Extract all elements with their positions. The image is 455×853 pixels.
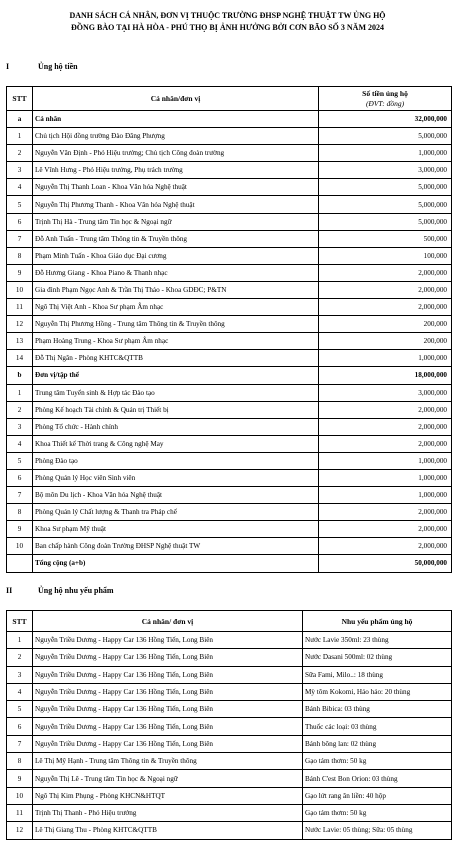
goods-donation-table [6,610,452,840]
row-amount: 5,000,000 [319,179,452,196]
table-row [7,822,452,839]
row-items: Thuốc các loại: 03 thùng [303,718,452,735]
row-items: Bánh Bibica: 03 thùng [303,701,452,718]
table-row [7,787,452,804]
row-name: Nguyễn Triều Dương - Happy Car 136 Hồng Tiến, Long Biên [33,649,303,666]
table-row [7,770,452,787]
row-name: Nguyễn Triều Dương - Happy Car 136 Hồng Tiến, Long Biên [33,735,303,752]
section-2-label: Ủng hộ nhu yếu phẩm [38,586,114,595]
table-row [7,418,452,435]
table-row [7,666,452,683]
table-row [7,213,452,230]
section-1-label: Ủng hộ tiền [38,62,78,71]
row-stt: 8 [7,247,33,264]
row-stt: 3 [7,162,33,179]
row-name: Nguyễn Triều Dương - Happy Car 136 Hồng Tiến, Long Biên [33,718,303,735]
table1-header-name: Cá nhân/đơn vị [33,87,319,111]
document-title [0,10,455,34]
row-amount: 1,000,000 [319,145,452,162]
table-row [7,735,452,752]
section-2-number: II [6,586,13,595]
row-amount: 100,000 [319,247,452,264]
row-name: Đỗ Anh Tuấn - Trung tâm Thông tin & Truyền thông [33,230,319,247]
group-a-row [7,111,452,128]
row-stt: 1 [7,632,33,649]
table-row [7,538,452,555]
table-row [7,469,452,486]
row-stt: 6 [7,718,33,735]
group-a-label: Cá nhân [33,111,319,128]
group-a-total: 32,000,000 [319,111,452,128]
table1-header-row [7,87,452,111]
table-row [7,145,452,162]
table-row [7,162,452,179]
row-stt: 10 [7,787,33,804]
row-stt: 7 [7,487,33,504]
table-row [7,179,452,196]
row-amount: 1,000,000 [319,350,452,367]
row-stt: 14 [7,350,33,367]
table-row [7,521,452,538]
row-name: Nguyễn Triều Dương - Happy Car 136 Hồng Tiến, Long Biên [33,632,303,649]
row-amount: 2,000,000 [319,264,452,281]
group-b-label: Đơn vị/tập thể [33,367,319,384]
row-amount: 1,000,000 [319,487,452,504]
row-amount: 2,000,000 [319,538,452,555]
table2-header-row [7,611,452,632]
total-stt-blank [7,555,33,572]
table-row [7,401,452,418]
row-stt: 13 [7,333,33,350]
row-name: Đỗ Thị Ngân - Phòng KHTC&QTTB [33,350,319,367]
row-name: Khoa Sư phạm Mỹ thuật [33,521,319,538]
row-name: Gia đình Phạm Ngọc Anh & Trần Thị Thảo - Khoa GDĐC; P&TN [33,281,319,298]
row-name: Phạm Minh Tuấn - Khoa Giáo dục Đại cương [33,247,319,264]
table1-header-unit: (ĐVT: đồng) [365,98,405,108]
row-stt: 3 [7,418,33,435]
row-items: Nước Dasani 500ml: 02 thùng [303,649,452,666]
table-row [7,333,452,350]
row-name: Phòng Quản lý Học viên Sinh viên [33,469,319,486]
row-name: Ngô Thị Kim Phụng - Phòng KHCN&HTQT [33,787,303,804]
table-row [7,701,452,718]
row-name: Bộ môn Du lịch - Khoa Văn hóa Nghệ thuật [33,487,319,504]
row-stt: 2 [7,145,33,162]
table-row [7,504,452,521]
row-name: Nguyễn Thị Thanh Loan - Khoa Văn hóa Nghệ thuật [33,179,319,196]
table1-header-amount [319,87,452,111]
row-stt: 12 [7,316,33,333]
row-items: Gạo tám thơm: 50 kg [303,753,452,770]
row-amount: 2,000,000 [319,281,452,298]
table1-header-amount-label: Số tiền ủng hộ [362,88,408,98]
row-stt: 6 [7,213,33,230]
row-name: Trung tâm Tuyển sinh & Hợp tác Đào tạo [33,384,319,401]
table2-header-stt: STT [7,611,33,632]
table-row [7,683,452,700]
row-name: Trịnh Thị Hà - Trung tâm Tin học & Ngoại ngữ [33,213,319,230]
row-stt: 2 [7,401,33,418]
table-row [7,230,452,247]
table-row [7,632,452,649]
row-name: Nguyễn Triều Dương - Happy Car 136 Hồng Tiến, Long Biên [33,666,303,683]
row-name: Phòng Đào tạo [33,452,319,469]
total-row [7,555,452,572]
section-1-number: I [6,62,10,71]
total-amount: 50,000,000 [319,555,452,572]
table-row [7,196,452,213]
row-amount: 1,000,000 [319,452,452,469]
table-row [7,128,452,145]
title-line-2: ĐỒNG BÀO TẠI HÀ HÒA - PHÚ THỌ BỊ ẢNH HƯỞNG BỞI CƠN BÃO SỐ 3 NĂM 2024 [71,23,384,32]
row-items: Nước Lavie 350ml: 23 thùng [303,632,452,649]
row-name: Nguyễn Triều Dương - Happy Car 136 Hồng Tiến, Long Biên [33,683,303,700]
row-stt: 3 [7,666,33,683]
row-amount: 2,000,000 [319,504,452,521]
row-name: Phòng Kế hoạch Tài chính & Quản trị Thiết bị [33,401,319,418]
row-stt: 9 [7,521,33,538]
section-2-heading [6,586,114,595]
row-stt: 5 [7,452,33,469]
row-stt: 6 [7,469,33,486]
title-line-1: DANH SÁCH CÁ NHÂN, ĐƠN VỊ THUỘC TRƯỜNG ĐHSP NGHỆ THUẬT TW ỦNG HỘ [69,11,386,20]
row-stt: 5 [7,701,33,718]
group-b-stt: b [7,367,33,384]
row-name: Lê Thị Giang Thu - Phòng KHTC&QTTB [33,822,303,839]
row-items: Mỳ tôm Kokomi, Hảo hảo: 20 thùng [303,683,452,700]
row-amount: 200,000 [319,333,452,350]
section-1-heading [6,62,78,71]
table2-header-items: Nhu yếu phẩm ủng hộ [303,611,452,632]
row-amount: 2,000,000 [319,299,452,316]
row-name: Ngô Thị Việt Anh - Khoa Sư phạm Âm nhạc [33,299,319,316]
row-stt: 10 [7,538,33,555]
table-row [7,718,452,735]
table1-header-stt: STT [7,87,33,111]
total-label: Tổng cộng (a+b) [33,555,319,572]
row-amount: 3,000,000 [319,162,452,179]
row-stt: 1 [7,384,33,401]
row-amount: 500,000 [319,230,452,247]
table-row [7,281,452,298]
row-items: Gạo tám thơm: 50 kg [303,804,452,821]
row-amount: 5,000,000 [319,213,452,230]
row-name: Khoa Thiết kế Thời trang & Công nghệ May [33,435,319,452]
row-stt: 7 [7,735,33,752]
row-stt: 5 [7,196,33,213]
table-row [7,384,452,401]
row-items: Sữa Fami, Milo..: 18 thùng [303,666,452,683]
row-amount: 2,000,000 [319,401,452,418]
row-stt: 4 [7,435,33,452]
row-name: Nguyễn Triều Dương - Happy Car 136 Hồng Tiến, Long Biên [33,701,303,718]
table-row [7,452,452,469]
table-row [7,649,452,666]
row-name: Chủ tịch Hội đồng trường Đào Đăng Phượng [33,128,319,145]
row-stt: 7 [7,230,33,247]
row-stt: 11 [7,299,33,316]
group-b-row [7,367,452,384]
row-stt: 10 [7,281,33,298]
row-name: Lê Vĩnh Hưng - Phó Hiệu trưởng, Phụ trách trường [33,162,319,179]
row-amount: 5,000,000 [319,128,452,145]
row-stt: 8 [7,753,33,770]
row-stt: 2 [7,649,33,666]
row-name: Phòng Tổ chức - Hành chính [33,418,319,435]
table-row [7,247,452,264]
row-amount: 2,000,000 [319,435,452,452]
row-amount: 200,000 [319,316,452,333]
row-items: Bánh C'est Bon Orion: 03 thùng [303,770,452,787]
row-name: Nguyễn Văn Định - Phó Hiệu trưởng; Chủ tịch Công đoàn trường [33,145,319,162]
row-name: Nguyễn Thị Phương Hồng - Trung tâm Thông tin & Truyền thông [33,316,319,333]
table-row [7,299,452,316]
row-name: Đỗ Hương Giang - Khoa Piano & Thanh nhạc [33,264,319,281]
row-items: Bánh bông lan: 02 thùng [303,735,452,752]
table-row [7,316,452,333]
table-row [7,264,452,281]
row-stt: 11 [7,804,33,821]
row-name: Nguyễn Thị Lê - Trung tâm Tin học & Ngoại ngữ [33,770,303,787]
table-row [7,435,452,452]
table-row [7,350,452,367]
row-items: Gạo lứt rang ăn liền: 40 hộp [303,787,452,804]
row-amount: 1,000,000 [319,469,452,486]
row-amount: 2,000,000 [319,521,452,538]
row-stt: 9 [7,770,33,787]
row-stt: 9 [7,264,33,281]
row-stt: 8 [7,504,33,521]
row-stt: 1 [7,128,33,145]
row-name: Ban chấp hành Công đoàn Trường ĐHSP Nghệ thuật TW [33,538,319,555]
table2-header-name: Cá nhân/ đơn vị [33,611,303,632]
row-amount: 2,000,000 [319,418,452,435]
row-stt: 4 [7,683,33,700]
row-items: Nước Lavie: 05 thùng; Sữa: 05 thùng [303,822,452,839]
row-amount: 3,000,000 [319,384,452,401]
row-stt: 12 [7,822,33,839]
group-b-total: 18,000,000 [319,367,452,384]
table-row [7,804,452,821]
row-name: Nguyễn Thị Phương Thanh - Khoa Văn hóa Nghệ thuật [33,196,319,213]
table-row [7,487,452,504]
row-name: Lê Thị Mỹ Hạnh - Trung tâm Thông tin & Truyền thông [33,753,303,770]
table-row [7,753,452,770]
row-name: Trịnh Thị Thanh - Phó Hiệu trưởng [33,804,303,821]
group-a-stt: a [7,111,33,128]
row-name: Phạm Hoàng Trung - Khoa Sư phạm Âm nhạc [33,333,319,350]
row-amount: 5,000,000 [319,196,452,213]
row-stt: 4 [7,179,33,196]
money-donation-table [6,86,452,573]
row-name: Phòng Quản lý Chất lượng & Thanh tra Pháp chế [33,504,319,521]
